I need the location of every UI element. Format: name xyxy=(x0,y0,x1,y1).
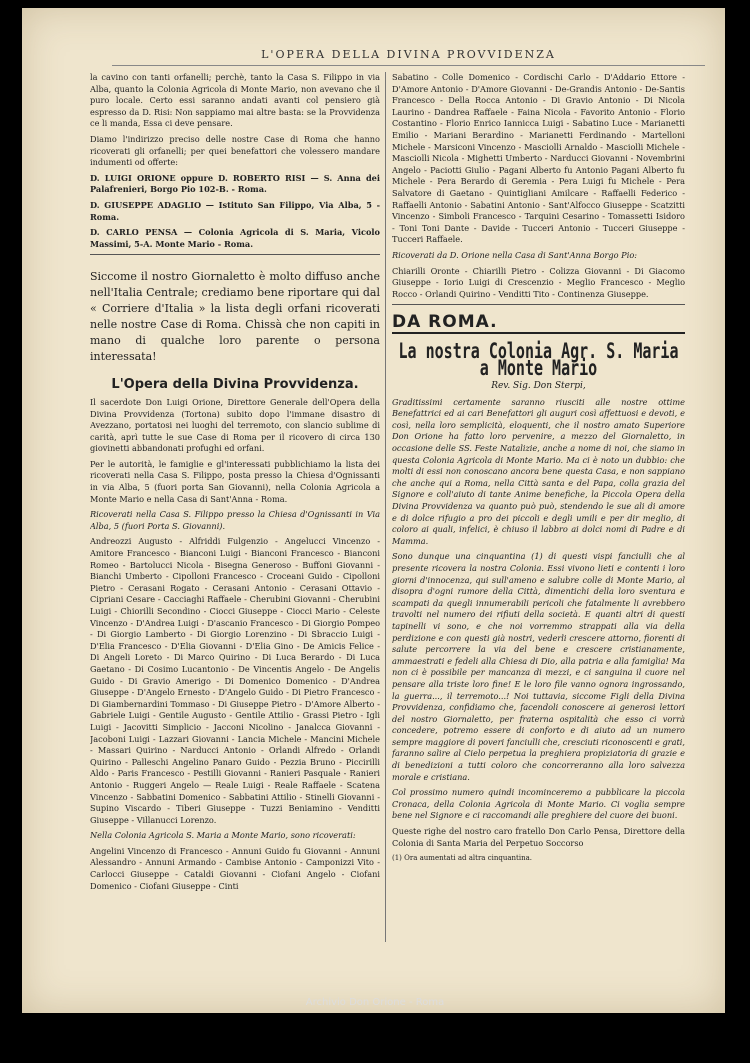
orphan-list: Chiarilli Oronte - Chiarilli Pietro - Colizza Giovanni - Di Giacomo Giuseppe - Iorio Luigi di Crescenzio - Meglio Francesco - Meglio Rocco - Orlandi Quirino - Venditti Tito - Continenza Giuseppe. xyxy=(392,265,685,299)
letter-paragraph: Graditissimi certamente saranno riusciti alle nostre ottime Benefattrici ed ai cari Benefattori gli auguri così affettuosi e devoti, e così, nella loro semplicità, eloquenti, che il nostro amato Superiore Don Orione ha fatto loro pervenire, a mezzo del Giornaletto, in occasione delle SS. Feste Natalizie, anche a nome di noi, che siamo in questa Colonia Agricola di Monte Mario. Ma ci è noto un dubbio: che molti di essi non conoscano ancora bene questa Casa, e non sappiano che anche qui a Roma, nella Città santa e del Papa, colla grazia del Signore e coll'aiuto di tante Anime benefiche, la Piccola Opera della Divina Provvidenza va quanto può può, stendendo le sue ali di amore e di dolce rifugio a pro dei piccoli e degli umili e per dir meglio, di coloro ai quali, infelici, è chiuso il labbro ai dolci nomi di Padre e di Mamma. xyxy=(392,396,685,546)
letter-salutation: Rev. Sig. Don Sterpi, xyxy=(491,381,586,392)
section-title: DA ROMA. xyxy=(392,317,685,334)
address: D. LUIGI ORIONE oppure D. ROBERTO RISI — S. Anna dei Palafrenieri, Borgo Pio 102-B. - Roma. xyxy=(90,172,380,195)
newspaper-page xyxy=(22,8,725,1013)
paragraph: Per le autorità, le famiglie e gl'interessati pubblichiamo la lista dei ricoverati nella Casa S. Filippo, posta presso la Chiesa d'Ognissanti in via Alba, 5 (fuori porta San Giovanni), nella Colonia Agricola a Monte Mario e nella Casa di Sant'Anna - Roma. xyxy=(90,458,380,504)
left-column xyxy=(90,72,380,912)
page-header: L'OPERA DELLA DIVINA PROVVIDENZA xyxy=(112,48,705,66)
letter-paragraph: Sono dunque una cinquantina (1) di questi vispi fanciulli che al presente ricovera la nostra Colonia. Essi vivono lieti e contenti i loro giorni d'innocenza, qui sull'ameno e salubre colle di Monte Mario, al disopra d'ogni rumore della Città, dimentichi della loro sventura e scampati da quegli innumerabili pericoli che fatalmente li avrebbero travolti nel numero dei rifiuti della società. E quanti altri di questi tapinelli vi sono, e che noi vorremmo strappati alla via della perdizione e con questi già nostri, vederli crescere attorno, fiorenti di salute percorrere la via del bene e crescere cristianamente, ammaestrati e fedeli alla Chiesa di Dio, alla patria e alla famiglia! Ma non ci è possibile per mancanza di mezzi, e ci sanguina il cuore nel pensare alla triste loro fine! E le loro file vanno ognora ingrossando, la guerra..., il terremoto...! Noi tuttavia, siccome Figli della Divina Provvidenza, confidiamo che, facendoli conoscere ai generosi lettori del nostro Giornaletto, per fraterna ospitalità che esso ci vorrà concedere, potremo essere di conforto e di aiuto ad un numero sempre maggiore di poveri fanciulli che, cresciuti riconoscenti e grati, faranno salire al Cielo perpetua la preghiera propiziatoria di grazie e di benedizioni a tutti coloro che concorreranno alla loro salvezza morale e cristiana. xyxy=(392,551,685,782)
article-title: La nostra Colonia Agr. S. Maria a Monte Mario xyxy=(398,338,679,380)
orphan-list: Andreozzi Augusto - Alfriddi Fulgenzio - Angelucci Vincenzo - Amitore Francesco - Bianconi Luigi - Bianconi Francesco - Bianconi Romeo - Bartolucci Nicola - Bisegna Generoso - Buffoni Giovanni - Bianchi Umberto - Cipolloni Francesco - Croceani Guido - Cipolloni Pietro - Cerasani Rogato - Cerasani Antonio - Cerasani Ottavio - Cipriani Cesare - Cacciaghi Raffaele - Cherubini Giovanni - Cherubini Luigi - Chiorilli Secondino - Ciocci Giuseppe - Ciocci Mario - Celeste Vincenzo - D'Andrea Luigi - D'ascanio Francesco - Di Giorgio Pompeo - Di Giorgio Lamberto - Di Giorgio Lorenzino - Di Sbraccio Luigi - D'Elia Francesco - D'Elia Giovanni - D'Elia Gino - De Amicis Felice - Di Angeli Loreto - Di Marco Quirino - Di Luca Berardo - Di Luca Gaetano - Di Cosimo Lucantonio - De Vincentis Angelo - De Angelis Guido - Di Gravio Amerigo - Di Domenico Domenico - D'Andrea Giuseppe - D'Angelo Ernesto - D'Angelo Guido - Di Pietro Francesco - Di Giambernardini Tommaso - Di Giuseppe Pietro - D'Amore Alberto - Gabriele Luigi - Gentile Augusto - Gentile Attilio - Grassi Pietro - Igli Luigi - Jacovitti Simplicio - Jacconi Nicolino - Janalcca Giovanni - Jacoboni Luigi - Lazzari Giovanni - Lancia Michele - Mancini Michele - Massari Quirino - Narducci Antonio - Orlandi Alfredo - Orlandi Quirino - Palleschi Angelino Panaro Guido - Pezzia Bruno - Piccirilli Aldo - Paris Francesco - Pestilli Giovanni - Ranieri Pasquale - Ranieri Antonio - Ruggeri Angelo — Reale Luigi - Reale Raffaele - Scatena Vincenzo - Sabbatini Domenico - Sabbatini Attilio - Stinelli Giovanni - Supino Viscardo - Tiberi Giuseppe - Tuzzi Beniamino - Venditti Giuseppe - Villanucci Lorenzo. xyxy=(90,536,380,825)
right-column xyxy=(392,72,685,1002)
paragraph: Il sacerdote Don Luigi Orione, Direttore Generale dell'Opera della Divina Provvidenza (Tortona) subito dopo l'immane disastro di Avezzano, portatosi nei luoghi del terremoto, con slancio sublime di carità, aprì tutte le sue Case di Roma per il ricovero di circa 130 giovinetti abbandonati profughi ed orfani. xyxy=(90,396,380,454)
list-heading: Ricoverati da D. Orione nella Casa di Sant'Anna Borgo Pio: xyxy=(392,249,638,260)
archive-credit: Archivio Don Orione - Roma xyxy=(305,997,445,1008)
footnote: (1) Ora aumentati ad altra cinquantina. xyxy=(392,854,533,863)
paragraph: la cavino con tanti orfanelli; perchè, tanto la Casa S. Filippo in via Alba, quanto la Colonia Agricola di Monte Mario, non avevano che il puro locale. Certo essi saranno andati avanti col pensiero già espresso da D. Risi: Non sappiamo mai altre basta: se la Provvidenza ce li manda, Essa ci deve pensare. xyxy=(90,72,380,129)
letter-paragraph: Col prossimo numero quindi incominceremo a pubblicare la piccola Cronaca, della Colonia Agricola di Monte Mario. Ci voglia sempre bene nel Signore e ci raccomandi alle preghiere del cuore dei buoni. xyxy=(392,787,685,821)
orphan-list: Angelini Vincenzo di Francesco - Annuni Guido fu Giovanni - Annuni Alessandro - Annuni Armando - Cambise Antonio - Camponizzi Vito - Carlocci Giuseppe - Cataldi Giovanni - Ciofani Angelo - Ciofani Domenico - Ciofani Giuseppe - Cinti xyxy=(90,845,380,891)
paragraph: Diamo l'indirizzo preciso delle nostre Case di Roma che hanno ricoverati gli orfanelli; per quei benefattori che volessero mandare indumenti od offerte: xyxy=(90,133,380,168)
paragraph: Queste righe del nostro caro fratello Don Carlo Pensa, Direttore della Colonia di Santa Maria del Perpetuo Soccorso xyxy=(392,826,685,848)
section-title: L'Opera della Divina Provvidenza. xyxy=(111,377,359,393)
separator xyxy=(392,304,685,305)
separator xyxy=(90,254,380,255)
address: D. CARLO PENSA — Colonia Agricola di S. Maria, Vicolo Massimi, 5-A. Monte Mario - Roma. xyxy=(90,227,380,249)
address: D. GIUSEPPE ADAGLIO — Istituto San Filippo, Via Alba, 5 - Roma. xyxy=(90,199,380,222)
column-divider xyxy=(385,72,386,942)
list-heading: Ricoverati nella Casa S. Filippo presso la Chiesa d'Ognissanti in Via Alba, 5 (fuori Porta S. Giovanni). xyxy=(90,509,380,531)
notice-paragraph: Siccome il nostro Giornaletto è molto diffuso anche nell'Italia Centrale; crediamo bene riportare qui dal « Corriere d'Italia » la lista degli orfani ricoverati nelle nostre Case di Roma. Chissà che non capiti in mano di qualche loro parente o persona interessata! xyxy=(90,270,380,364)
list-heading: Nella Colonia Agricola S. Maria a Monte Mario, sono ricoverati: xyxy=(90,830,356,841)
orphan-list: Sabatino - Colle Domenico - Cordischi Carlo - D'Addario Ettore - D'Amore Antonio - D'Amore Giovanni - De-Grandis Antonio - De-Santis Francesco - Della Rocca Antonio - Di Gravio Antonio - Di Nicola Laurino - Dandrea Raffaele - Faina Nicola - Favorito Antonio - Florio Costantino - Florio Enrico Iannicca Luigi - Sabatino Luce - Marianetti Emilio - Mariani Berardino - Marianetti Ferdinando - Martelloni Michele - Marsiconi Vincenzo - Masciolli Arnaldo - Masciolli Michele - Masciolli Nicola - Mighetti Umberto - Narducci Giovanni - Novembrini Angelo - Paciotti Giulio - Pagani Alberto fu Antonio Pagani Alberto fu Michele - Pera Berardo di Geremia - Pera Luigi fu Michele - Pera Salvatore di Gaetano - Quintigliani Amilcare - Raffaelli Federico - Raffaelli Antonio - Sabatini Antonio - Sant'Alfocco Giuseppe - Scatzitti Vincenzo - Simboli Francesco - Tarquini Cesarino - Tomassetti Isidoro - Toni Toni Dante - Davide - Tucceri Antonio - Tucceri Giuseppe - Tucceri Raffaele. xyxy=(392,72,685,245)
